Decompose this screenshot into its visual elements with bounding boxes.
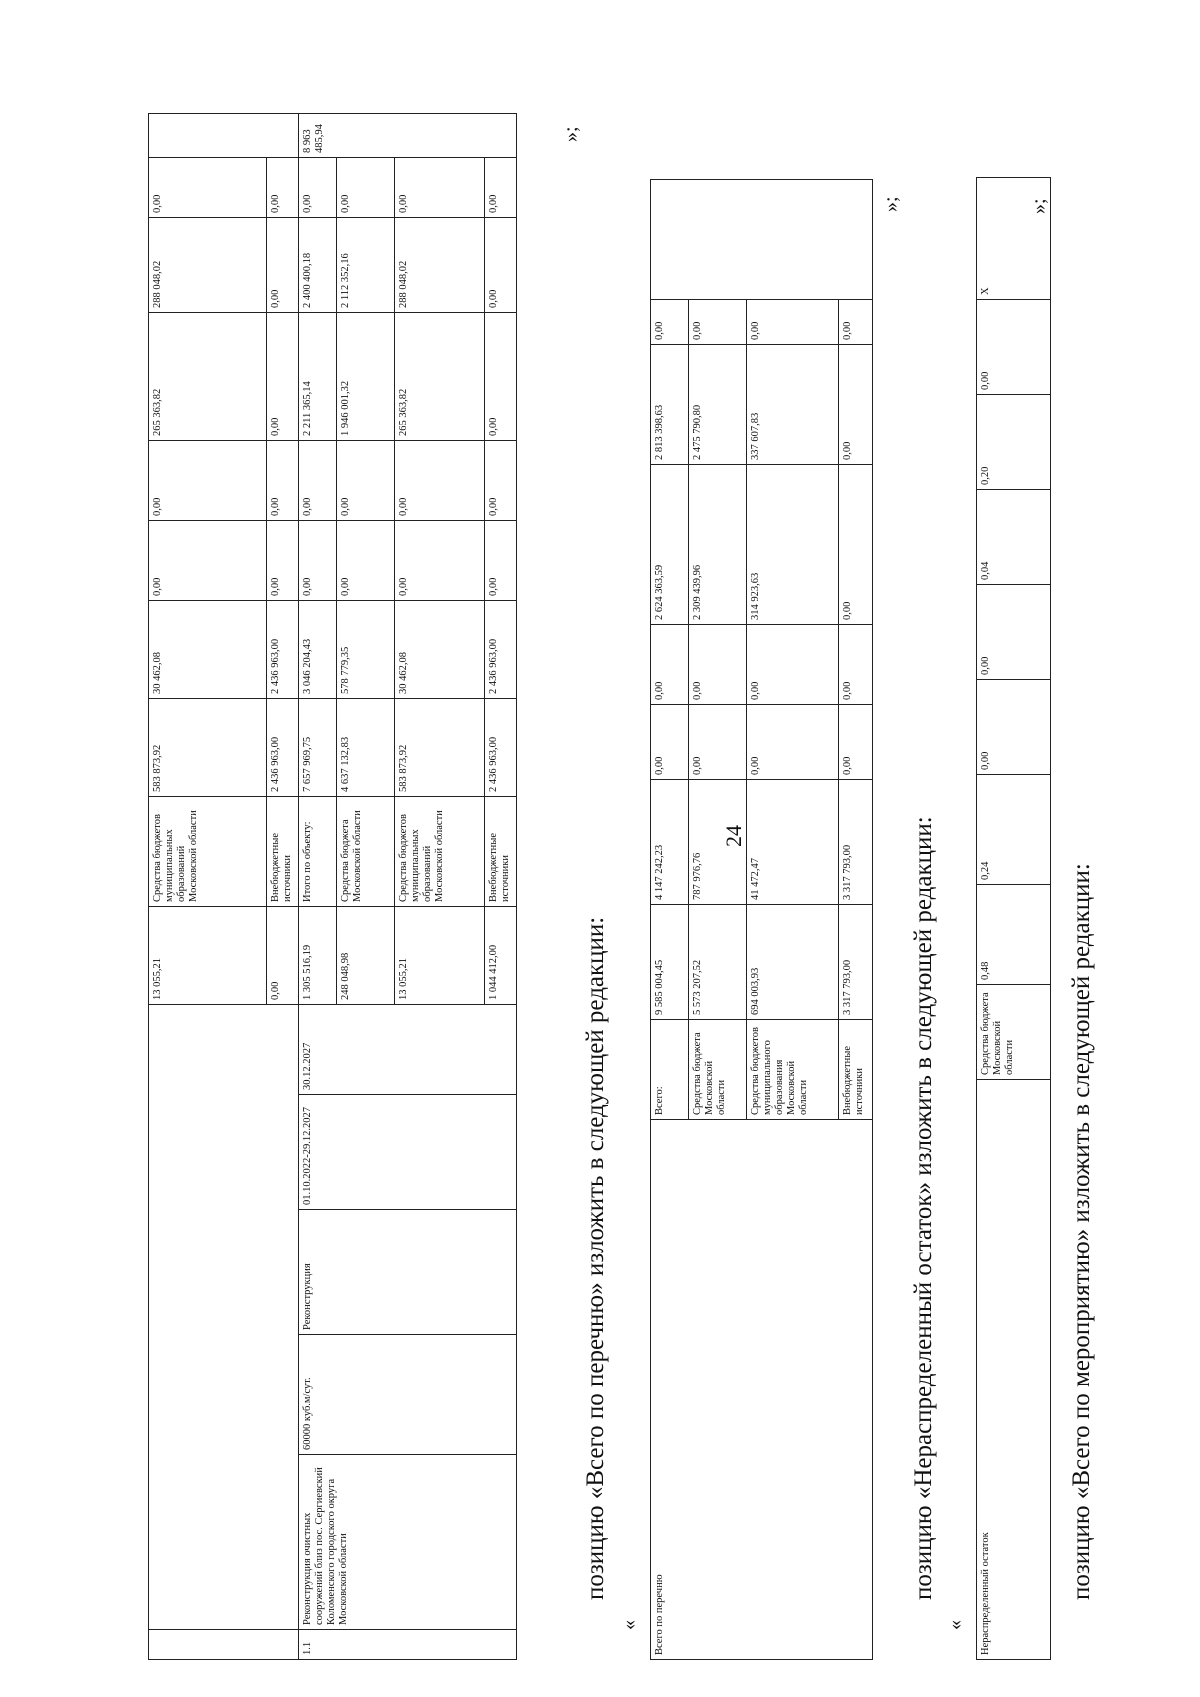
table-cell: Всего: — [651, 1020, 689, 1120]
remainder-table — [976, 177, 1051, 1660]
object-finish-date: 30.12.2027 — [299, 1004, 517, 1094]
table-cell: 30 462,08 — [149, 600, 267, 698]
table-cell: 0,00 — [689, 300, 747, 345]
table-cell: 30 462,08 — [395, 600, 485, 698]
table-cell: 2 475 790,80 — [689, 345, 747, 465]
table-cell: 0,00 — [689, 625, 747, 705]
landscape-content — [148, 100, 1108, 1660]
table-cell: 2 436 963,00 — [267, 600, 299, 698]
table-cell: 7 657 969,75 — [299, 698, 337, 796]
table-cell: 0,00 — [337, 520, 395, 600]
table-cell: 288 048,02 — [395, 217, 485, 312]
table-cell: 0,00 — [485, 520, 517, 600]
table-cell: 0,00 — [299, 440, 337, 520]
table-cell: 0,00 — [651, 625, 689, 705]
table-cell: 4 147 242,23 — [651, 780, 689, 905]
table-cell: Внебюджетные источники — [267, 796, 299, 906]
table-cell: 0,00 — [149, 520, 267, 600]
table-cell: 0,20 — [977, 395, 1051, 490]
table-cell: 0,00 — [485, 157, 517, 217]
table-cell: 337 607,83 — [747, 345, 839, 465]
table-cell: 787 976,76 — [689, 780, 747, 905]
object-number: 1.1 — [299, 1630, 517, 1660]
table-cell: 0,24 — [977, 775, 1051, 885]
table-cell: 0,00 — [651, 300, 689, 345]
table-cell: 0,00 — [299, 520, 337, 600]
table-cell: Итого по объекту: — [299, 796, 337, 906]
table-cell: 288 048,02 — [149, 217, 267, 312]
section-heading: позицию «Нераспределенный остаток» изложить в следующей редакции: — [910, 816, 937, 1600]
table-cell: 0,00 — [395, 157, 485, 217]
table-cell: 0,00 — [977, 585, 1051, 680]
closing-quote: »; — [1028, 198, 1050, 214]
table-cell: 0,00 — [267, 157, 299, 217]
section-heading: позицию «Всего по мероприятию» изложить в следующей редакции: — [1068, 863, 1095, 1600]
table-row — [651, 180, 689, 1660]
object-period: 01.10.2022-29.12.2027 — [299, 1095, 517, 1210]
table-cell: 578 779,35 — [337, 600, 395, 698]
table-cell: 0,00 — [337, 157, 395, 217]
object-work-type: Реконструкция — [299, 1210, 517, 1335]
table-cell: 0,48 — [977, 885, 1051, 985]
table-cell: 1 044 412,00 — [485, 906, 517, 1004]
table-cell: 0,00 — [747, 625, 839, 705]
object-cost: 8 963 485,94 — [299, 113, 517, 157]
table-cell — [149, 113, 299, 157]
table-cell: Внебюджетные источники — [485, 796, 517, 906]
table-cell: 0,00 — [485, 217, 517, 312]
section-heading: позицию «Всего по перечню» изложить в следующей редакции: — [582, 916, 609, 1600]
table-cell: 41 472,47 — [747, 780, 839, 905]
table-cell: 265 363,82 — [149, 312, 267, 440]
table-cell: 1 946 001,32 — [337, 312, 395, 440]
table-cell: 0,00 — [651, 705, 689, 780]
table-cell: Средства бюджетов муниципального образования Московской области — [747, 1020, 839, 1120]
table-cell: 2 112 352,16 — [337, 217, 395, 312]
table-cell: 0,00 — [747, 705, 839, 780]
table-cell: 5 573 207,52 — [689, 905, 747, 1020]
table-cell — [149, 1630, 299, 1660]
table-cell: 2 436 963,00 — [485, 600, 517, 698]
table-cell — [651, 180, 873, 300]
table-cell: 0,00 — [267, 217, 299, 312]
remainder-label: Нераспределенный остаток — [977, 1080, 1051, 1660]
table-row — [299, 113, 337, 1659]
table-cell: Средства бюджетов муниципальных образований Московской области — [395, 796, 485, 906]
table-cell: 0,00 — [267, 520, 299, 600]
table-cell: 0,00 — [839, 300, 873, 345]
table-cell: 2 624 363,59 — [651, 465, 689, 625]
table-cell: 0,04 — [977, 490, 1051, 585]
object-capacity: 60000 куб.м/сут. — [299, 1335, 517, 1455]
table-row — [977, 178, 1051, 1660]
table-row — [149, 113, 267, 1659]
table-cell: 694 003,93 — [747, 905, 839, 1020]
table-cell: X — [977, 178, 1051, 300]
table-cell: 2 211 365,14 — [299, 312, 337, 440]
table-cell: 583 873,92 — [149, 698, 267, 796]
table-cell: 0,00 — [395, 520, 485, 600]
table-cell: 4 637 132,83 — [337, 698, 395, 796]
table-cell: 13 055,21 — [149, 906, 267, 1004]
table-cell: 0,00 — [149, 157, 267, 217]
table-cell: Средства бюджета Московской области — [977, 985, 1051, 1080]
table-cell: 0,00 — [839, 465, 873, 625]
table-cell: 0,00 — [747, 300, 839, 345]
table-cell: Средства бюджета Московской области — [689, 1020, 747, 1120]
table-cell: 3 046 204,43 — [299, 600, 337, 698]
table-cell: 0,00 — [149, 440, 267, 520]
table-cell: 2 400 400,18 — [299, 217, 337, 312]
opening-quote: « — [618, 1620, 640, 1630]
table-cell: 0,00 — [337, 440, 395, 520]
table-cell: 314 923,63 — [747, 465, 839, 625]
total-label: Всего по перечню — [651, 1120, 873, 1660]
table-cell: 3 317 793,00 — [839, 905, 873, 1020]
table-cell: 2 436 963,00 — [485, 698, 517, 796]
table-cell: Средства бюджетов муниципальных образований Московской области — [149, 796, 267, 906]
object-name: Реконструкция очистных сооружений близ пос. Сергиевский Коломенского городского округа Московской области — [299, 1455, 517, 1630]
page-number: 24 — [721, 825, 746, 847]
closing-quote: »; — [560, 126, 582, 142]
closing-quote: »; — [880, 196, 902, 212]
table-cell: 1 305 516,19 — [299, 906, 337, 1004]
table-cell: 0,00 — [267, 906, 299, 1004]
table-cell: 583 873,92 — [395, 698, 485, 796]
opening-quote: « — [944, 1620, 966, 1630]
table-cell: 0,00 — [977, 300, 1051, 395]
table-cell: 0,00 — [299, 157, 337, 217]
table-cell: 0,00 — [977, 680, 1051, 775]
table-cell: 9 585 004,45 — [651, 905, 689, 1020]
table-cell — [149, 1004, 299, 1629]
table-cell: 3 317 793,00 — [839, 780, 873, 905]
table-cell: 248 048,98 — [337, 906, 395, 1004]
object-table — [148, 113, 517, 1660]
table-cell: Средства бюджета Московской области — [337, 796, 395, 906]
table-cell: 0,00 — [689, 705, 747, 780]
table-cell: 0,00 — [839, 625, 873, 705]
total-table — [650, 179, 873, 1660]
table-cell: 0,00 — [395, 440, 485, 520]
table-cell: Внебюджетные источники — [839, 1020, 873, 1120]
table-cell: 13 055,21 — [395, 906, 485, 1004]
table-cell: 0,00 — [839, 705, 873, 780]
table-cell: 0,00 — [485, 312, 517, 440]
table-cell: 2 813 398,63 — [651, 345, 689, 465]
table-cell: 0,00 — [839, 345, 873, 465]
table-cell: 265 363,82 — [395, 312, 485, 440]
table-cell: 0,00 — [267, 312, 299, 440]
table-cell: 2 436 963,00 — [267, 698, 299, 796]
table-cell: 2 309 439,96 — [689, 465, 747, 625]
table-cell: 0,00 — [267, 440, 299, 520]
table-cell: 0,00 — [485, 440, 517, 520]
